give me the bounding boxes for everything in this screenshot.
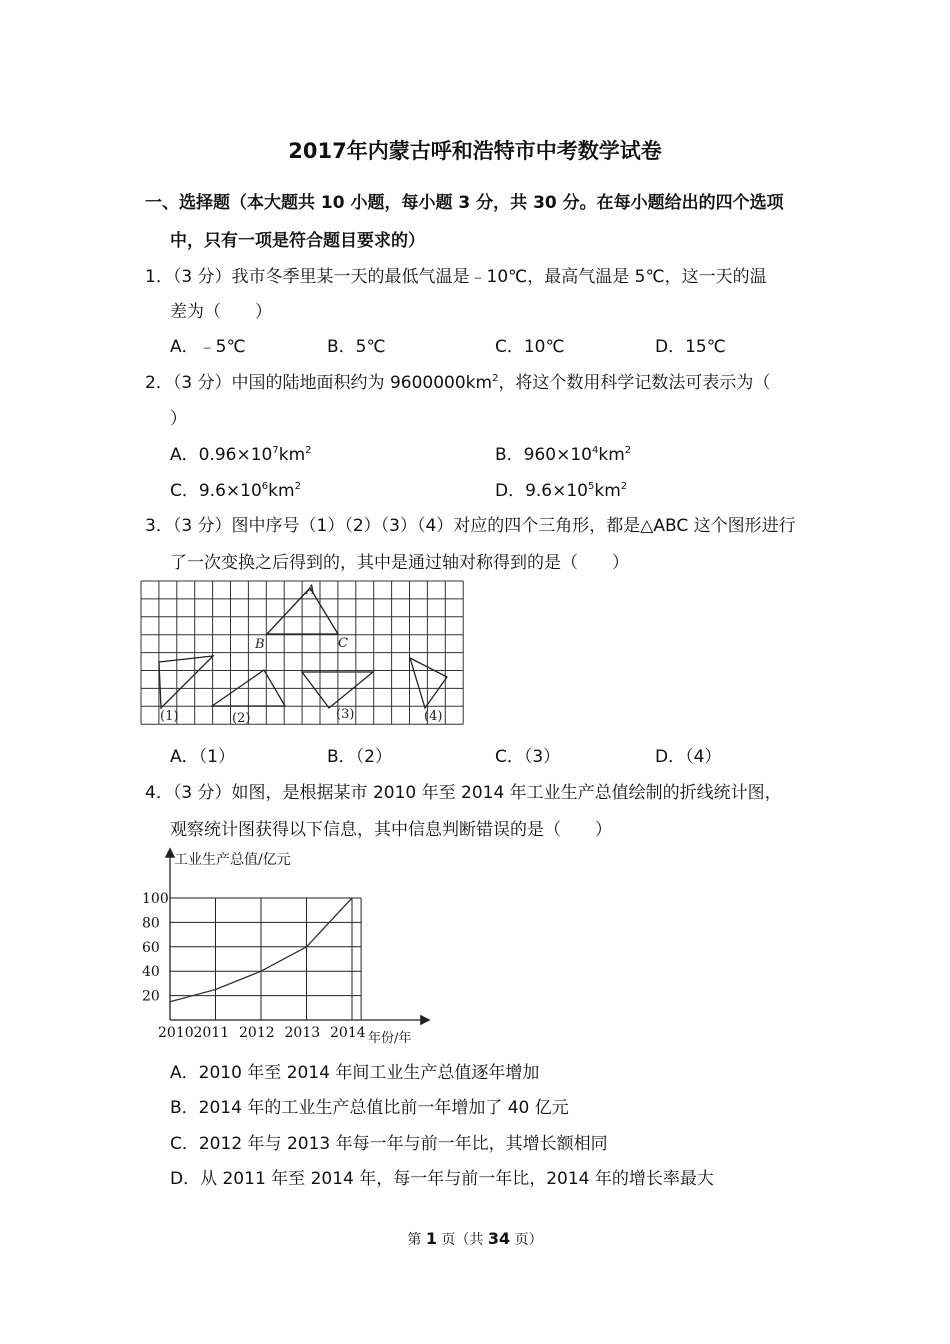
q3-option-a: A．（1） [170, 747, 235, 767]
q2-option-b-exp: 4 [592, 445, 599, 456]
q2-option-d [495, 476, 627, 501]
q3-option-c: C．（3） [495, 747, 561, 767]
data-point [169, 1001, 171, 1003]
q2-option-a-base: A．0.96×10 [170, 445, 273, 465]
q2-option-a-unit: km [278, 445, 306, 465]
q2-stem-text-end: ，将这个数用科学记数法可表示为（ [498, 373, 771, 393]
data-point [215, 989, 217, 991]
q2-option-c-unit-exp: 2 [294, 481, 301, 492]
q4-option-b: B．2014 年的工业生产总值比前一年增加了 40 亿元 [170, 1098, 569, 1118]
q4-stem-line1: 4．（3 分）如图，是根据某市 2010 年至 2014 年工业生产总值绘制的折线统计图， [145, 783, 782, 803]
page-footer [0, 1229, 950, 1249]
q2-option-a-unit-exp: 2 [305, 445, 312, 456]
q1-option-b: B．5℃ [327, 337, 386, 357]
triangle-1 [159, 656, 213, 708]
y-tick-label: 60 [142, 939, 160, 956]
footer-total-pages: 34 [487, 1229, 511, 1248]
data-point [351, 897, 353, 899]
q2-option-a [170, 440, 312, 465]
x-axis-label: 年份/年 [368, 1031, 412, 1045]
q2-option-c [170, 476, 301, 501]
q2-option-d-base: D．9.6×10 [495, 481, 589, 501]
label-triangle-2: (2) [232, 711, 251, 726]
footer-prefix: 第 [407, 1232, 426, 1248]
q2-stem-line1 [145, 368, 770, 393]
q3-grid-figure [140, 580, 466, 726]
data-point [306, 946, 308, 948]
q2-stem-line2: ） [170, 409, 187, 429]
q2-option-d-exp: 5 [588, 481, 595, 492]
q3-option-d: D．（4） [655, 747, 722, 767]
data-point [260, 970, 262, 972]
q2-option-d-unit-exp: 2 [620, 481, 628, 492]
y-axis-label: 工业生产总值/亿元 [174, 852, 291, 868]
footer-middle: 页（共 [436, 1232, 488, 1248]
y-tick-label: 100 [142, 891, 169, 907]
q2-option-c-unit: km [268, 481, 295, 501]
footer-suffix: 页） [510, 1232, 543, 1248]
q2-option-b [495, 440, 631, 465]
q4-stem-line2: 观察统计图获得以下信息，其中信息判断错误的是（ ） [170, 820, 612, 840]
q3-stem-line1: 3．（3 分）图中序号（1）（2）（3）（4）对应的四个三角形，都是△ABC 这个图形进行 [145, 516, 796, 536]
q2-option-a-exp: 7 [272, 445, 279, 456]
x-tick-label: 2012 [239, 1025, 275, 1041]
q4-option-c: C．2012 年与 2013 年每一年与前一年比，其增长额相同 [170, 1134, 608, 1154]
q2-stem-text: 2．（3 分）中国的陆地面积约为 9600000km [145, 373, 493, 393]
q4-line-chart [138, 845, 438, 1045]
q2-option-b-base: B．960×10 [495, 445, 592, 465]
section-heading-line2: 中，只有一项是符合题目要求的） [170, 231, 425, 251]
label-triangle-4: (4) [424, 709, 443, 724]
x-tick-label: 2010 [158, 1025, 194, 1041]
x-tick-label: 2014 [330, 1025, 366, 1041]
label-vertex-c: C [338, 636, 348, 651]
chart-grid [170, 898, 361, 1020]
y-tick-label: 20 [142, 988, 160, 1005]
label-triangle-3: (3) [336, 707, 355, 722]
q3-option-b: B．（2） [327, 747, 392, 767]
q2-stem-exponent: 2 [492, 373, 499, 384]
q3-stem-line2: 了一次变换之后得到的，其中是通过轴对称得到的是（ ） [170, 553, 629, 573]
q2-option-b-unit: km [598, 445, 625, 465]
q2-option-d-unit: km [594, 481, 621, 501]
q1-stem-line2: 差为（ ） [170, 302, 272, 322]
footer-page-number: 1 [425, 1229, 437, 1248]
section-heading-line1: 一、选择题（本大题共 10 小题，每小题 3 分，共 30 分。在每小题给出的四个选项 [145, 193, 784, 213]
y-tick-label: 80 [142, 915, 160, 932]
q4-option-d: D．从 2011 年至 2014 年，每一年与前一年比，2014 年的增长率最大 [170, 1169, 714, 1189]
q4-option-a: A．2010 年至 2014 年间工业生产总值逐年增加 [170, 1063, 540, 1083]
q2-option-c-base: C．9.6×10 [170, 481, 262, 501]
page-title: 2017年内蒙古呼和浩特市中考数学试卷 [288, 139, 662, 163]
q1-stem-line1: 1．（3 分）我市冬季里某一天的最低气温是﹣10℃，最高气温是 5℃，这一天的温 [145, 267, 767, 287]
x-tick-label: 2011 [193, 1025, 230, 1041]
q2-option-c-exp: 6 [261, 481, 269, 492]
q1-option-a: A．﹣5℃ [170, 337, 246, 357]
label-vertex-b: B [255, 637, 265, 652]
q2-option-b-unit-exp: 2 [624, 445, 632, 456]
q1-option-d: D．15℃ [655, 337, 726, 357]
q1-option-c: C．10℃ [495, 337, 565, 357]
label-vertex-a: A [306, 583, 316, 598]
y-tick-label: 40 [142, 964, 160, 981]
x-tick-label: 2013 [284, 1025, 321, 1041]
label-triangle-1: (1) [160, 709, 179, 724]
triangle-4 [410, 658, 447, 708]
grid-lines [141, 581, 463, 724]
